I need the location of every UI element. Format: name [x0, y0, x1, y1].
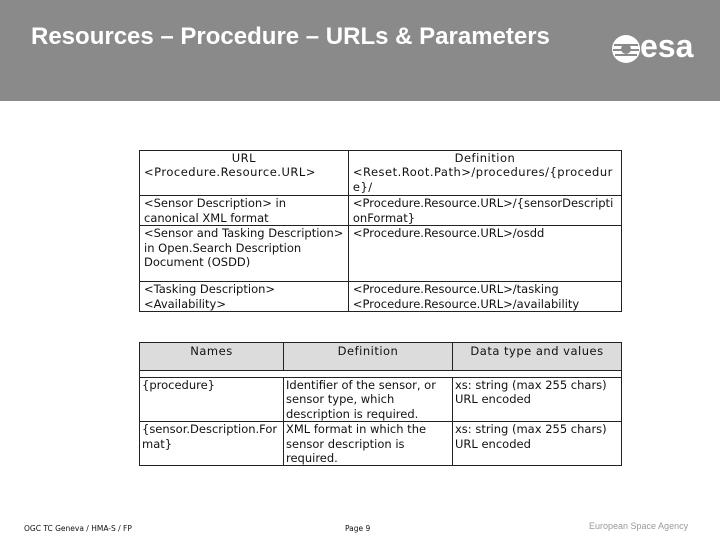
- slide-title: Resources – Procedure – URLs & Parameters: [31, 23, 550, 50]
- param-type: [453, 378, 622, 422]
- url-cell: <Tasking Description>: [140, 282, 349, 297]
- agency-name: European Space Agency: [589, 521, 689, 531]
- param-definition: Identifier of the sensor, or sensor type, which description is required.: [284, 378, 453, 422]
- url-table: [139, 150, 622, 312]
- definition-cell: <Procedure.Resource.URL>/{sensorDescriptionFormat}: [348, 196, 621, 226]
- param-type-value: xs: string (max 255 chars): [455, 378, 607, 392]
- esa-logo-text: esa: [640, 28, 694, 64]
- url-cell: <Procedure.Resource.URL>: [144, 165, 316, 180]
- url-table-row: [140, 226, 622, 282]
- param-name: {procedure}: [140, 378, 284, 422]
- definition-header-label: Definition: [454, 151, 516, 165]
- param-name: {sensor.Description.Format}: [140, 422, 284, 466]
- param-row: [140, 378, 622, 422]
- definition-cell: <Procedure.Resource.URL>/osdd: [348, 226, 621, 282]
- param-header-datatype: Data type and values: [453, 343, 622, 371]
- param-type-value: xs: string (max 255 chars): [455, 422, 607, 437]
- page-number: Page 9: [345, 524, 371, 533]
- url-table-header-url: [140, 151, 349, 196]
- url-header-label: URL: [231, 151, 257, 165]
- url-table-row: [140, 196, 622, 226]
- param-type: [453, 422, 622, 466]
- definition-cell: <Procedure.Resource.URL>/availability: [348, 297, 621, 312]
- url-cell: <Sensor Description> in canonical XML format: [140, 196, 349, 226]
- param-row: [140, 422, 622, 466]
- parameters-table: [139, 342, 622, 466]
- url-table-row: [140, 282, 622, 297]
- param-header-names: Names: [140, 343, 284, 371]
- url-cell: <Availability>: [140, 297, 349, 312]
- definition-cell: <Reset.Root.Path>/procedures/{procedure}/: [352, 165, 613, 194]
- spacer-row: [140, 371, 622, 378]
- url-cell: <Sensor and Tasking Description> in Open.Search Description Document (OSDD): [140, 226, 349, 282]
- param-definition: XML format in which the sensor description is required.: [284, 422, 453, 466]
- param-header-definition: Definition: [284, 343, 453, 371]
- definition-cell: <Procedure.Resource.URL>/tasking: [348, 282, 621, 297]
- footer-event: OGC TC Geneva / HMA-S / FP: [24, 524, 132, 533]
- param-type-encoding: URL encoded: [455, 392, 531, 407]
- param-type-encoding: URL encoded: [455, 436, 531, 451]
- url-table-row: [140, 297, 622, 312]
- url-table-header-definition: [348, 151, 621, 196]
